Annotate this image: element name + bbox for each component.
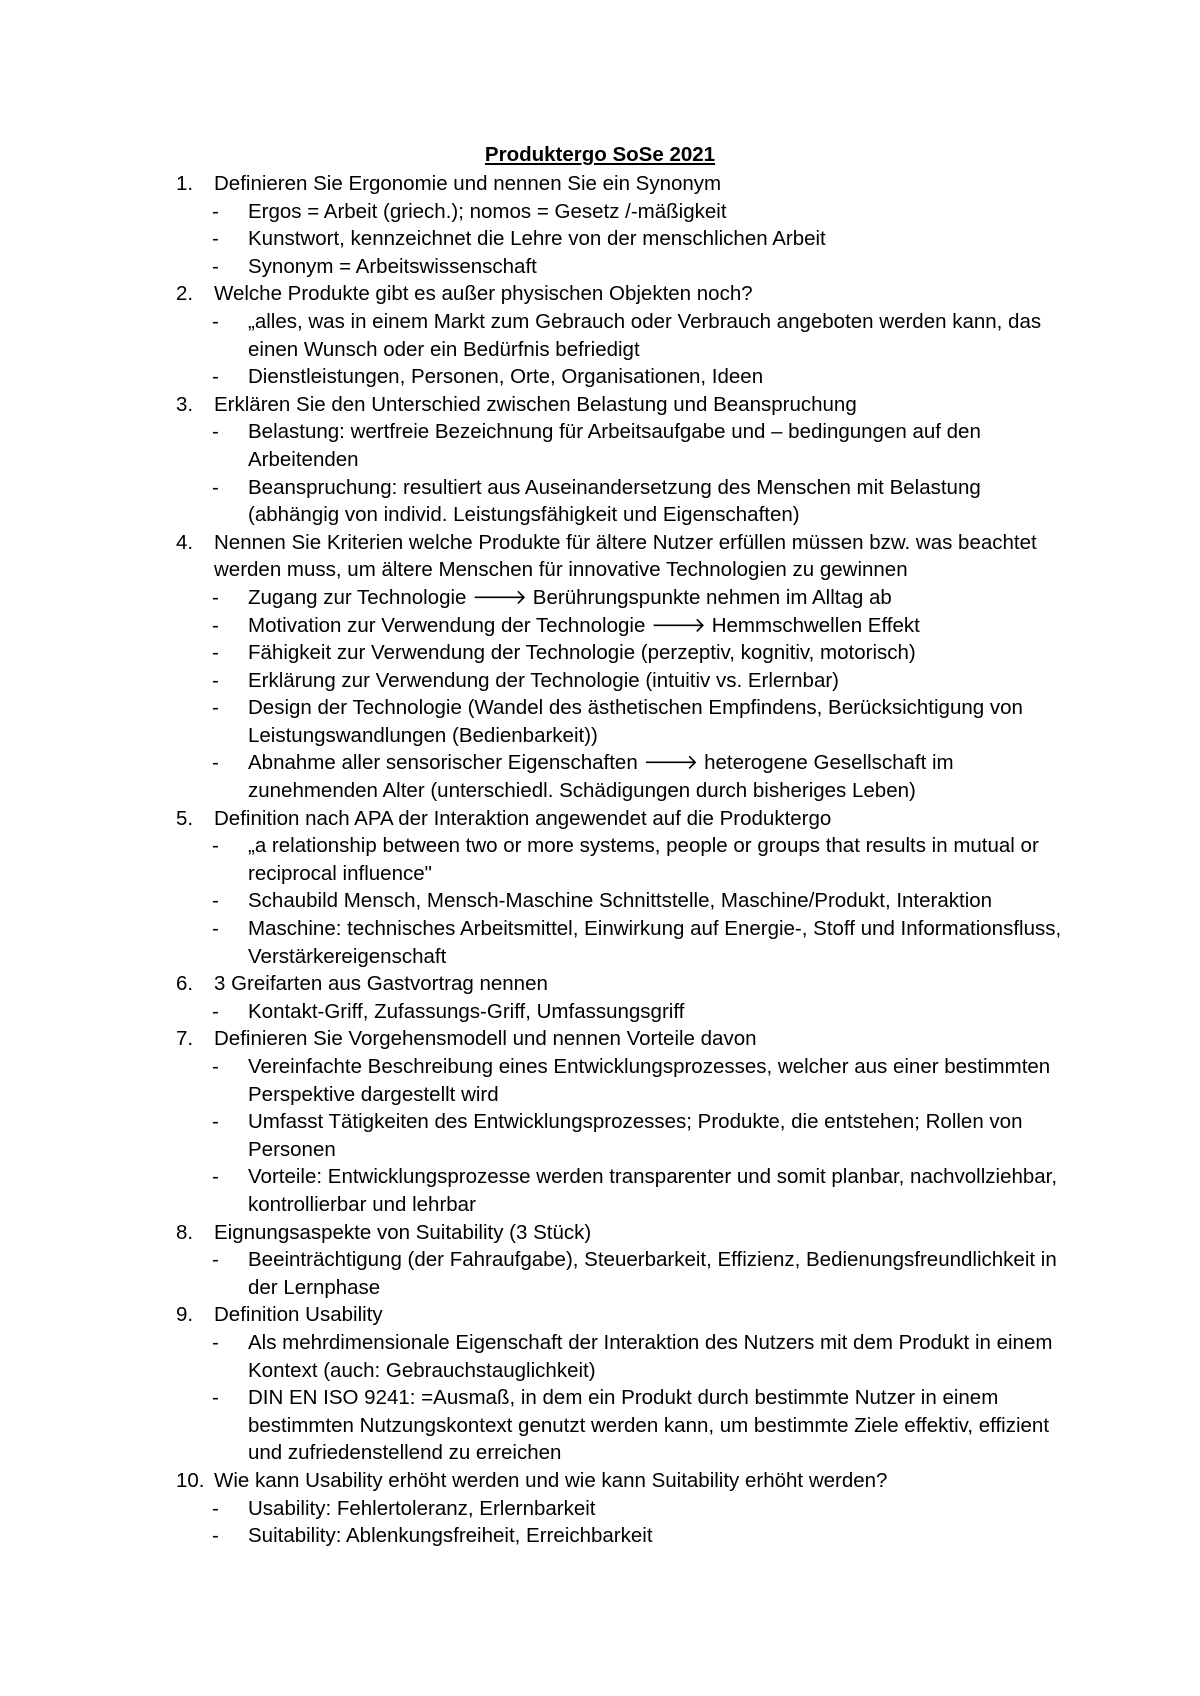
answer-item xyxy=(176,749,1076,804)
answer-text: Als mehrdimensionale Eigenschaft der Interaktion des Nutzers mit dem Produkt in einem Kontext (auch: Gebrauchstauglichkeit) xyxy=(248,1330,1053,1382)
answer-bullet: - xyxy=(212,420,219,444)
answer-text: Fähigkeit zur Verwendung der Technologie (perzeptiv, kognitiv, motorisch) xyxy=(248,641,916,665)
answer-bullet: - xyxy=(212,309,219,333)
answer-text: Beeinträchtigung (der Fahraufgabe), Steuerbarkeit, Effizienz, Bedienungsfreundlichkeit in der Lernphase xyxy=(248,1248,1057,1299)
question-item xyxy=(176,170,1076,280)
answer-bullet: - xyxy=(212,1165,219,1189)
answer-text: Kunstwort, kennzeichnet die Lehre von der menschlichen Arbeit xyxy=(248,227,826,251)
answer-text: Synonym = Arbeitswissenschaft xyxy=(248,254,537,278)
answer-text: Suitability: Ablenkungsfreiheit, Erreichbarkeit xyxy=(248,1524,653,1548)
question-text: Nennen Sie Kriterien welche Produkte für ältere Nutzer erfüllen müssen bzw. was beachtet werden muss, um ältere Menschen für innovative Technologien zu gewinnen xyxy=(214,530,1037,582)
question-line xyxy=(176,391,1076,419)
answer-bullet: - xyxy=(212,668,219,692)
question-text: Eignungsaspekte von Suitability (3 Stück) xyxy=(214,1220,592,1244)
answer-bullet: - xyxy=(212,1496,219,1520)
question-item xyxy=(176,1025,1076,1218)
answer-bullet: - xyxy=(212,1248,219,1272)
answer-item xyxy=(176,474,1076,529)
answer-text: Erklärung zur Verwendung der Technologie (intuitiv vs. Erlernbar) xyxy=(248,668,840,692)
question-line xyxy=(176,970,1076,998)
question-text: Definieren Sie Ergonomie und nennen Sie ein Synonym xyxy=(214,172,722,195)
answer-text: Vereinfachte Beschreibung eines Entwicklungsprozesses, welcher aus einer bestimmten Perspektive dargestellt wird xyxy=(248,1055,1051,1106)
answer-item xyxy=(176,694,1076,749)
answer-text: Umfasst Tätigkeiten des Entwicklungsprozesses; Produkte, die entstehen; Rollen von Personen xyxy=(248,1110,1023,1161)
question-line xyxy=(176,1467,1076,1495)
answer-text: Schaubild Mensch, Mensch-Maschine Schnittstelle, Maschine/Produkt, Interaktion xyxy=(248,889,993,913)
answer-bullet: - xyxy=(212,751,219,775)
question-line xyxy=(176,170,1076,198)
question-line xyxy=(176,1219,1076,1247)
question-item xyxy=(176,391,1076,529)
question-line xyxy=(176,1025,1076,1053)
question-number: 8. xyxy=(176,1220,194,1244)
question-item xyxy=(176,970,1076,1025)
question-number: 3. xyxy=(176,392,194,416)
question-item xyxy=(176,1301,1076,1467)
answer-bullet: - xyxy=(212,641,219,665)
question-text: Welche Produkte gibt es außer physischen Objekten noch? xyxy=(214,282,753,306)
answer-text: Motivation zur Verwendung der Technologie 🡒 Hemmschwellen Effekt xyxy=(248,613,920,637)
answer-text: Beanspruchung: resultiert aus Auseinandersetzung des Menschen mit Belastung (abhängig von individ. Leistungsfähigkeit und Eigenschaften) xyxy=(248,475,981,527)
answer-item xyxy=(176,198,1076,226)
answer-item xyxy=(176,418,1076,473)
question-number: 5. xyxy=(176,806,194,830)
answer-item xyxy=(176,1384,1076,1467)
answer-item xyxy=(176,1329,1076,1384)
answer-item xyxy=(176,584,1076,612)
question-text: Definition Usability xyxy=(214,1303,383,1327)
answer-text: Design der Technologie (Wandel des ästhetischen Empfindens, Berücksichtigung von Leistungswandlungen (Bedienbarkeit)) xyxy=(248,696,1023,747)
question-list xyxy=(176,170,1076,1550)
answer-item xyxy=(176,639,1076,667)
answer-bullet: - xyxy=(212,365,219,389)
answer-item xyxy=(176,998,1076,1026)
answer-bullet: - xyxy=(212,1330,219,1354)
answer-text: Ergos = Arbeit (griech.); nomos = Gesetz /-mäßigkeit xyxy=(248,199,727,223)
answer-item xyxy=(176,253,1076,281)
answer-item xyxy=(176,915,1076,970)
answer-item xyxy=(176,1495,1076,1523)
question-number: 4. xyxy=(176,530,194,554)
answer-text: „alles, was in einem Markt zum Gebrauch oder Verbrauch angeboten werden kann, das einen Wunsch oder ein Bedürfnis befriedigt xyxy=(248,309,1042,361)
question-line xyxy=(176,529,1076,584)
answer-item xyxy=(176,1522,1076,1550)
answer-bullet: - xyxy=(212,613,219,637)
answer-item xyxy=(176,887,1076,915)
answer-item xyxy=(176,1108,1076,1163)
answer-bullet: - xyxy=(212,917,219,941)
answer-bullet: - xyxy=(212,1055,219,1078)
answer-text: Abnahme aller sensorischer Eigenschaften 🡒 heterogene Gesellschaft im zunehmenden Alter (unterschiedl. Schädigungen durch bisheriges Leben) xyxy=(248,751,954,803)
answer-text: „a relationship between two or more systems, people or groups that results in mutual or reciprocal influence" xyxy=(248,834,1039,885)
question-text: Definition nach APA der Interaktion angewendet auf die Produktergo xyxy=(214,806,832,830)
answer-item xyxy=(176,363,1076,391)
answer-item xyxy=(176,832,1076,887)
answer-bullet: - xyxy=(212,1386,219,1410)
answer-item xyxy=(176,1246,1076,1301)
answer-text: Vorteile: Entwicklungsprozesse werden transparenter und somit planbar, nachvollziehbar, kontrollierbar und lehrbar xyxy=(248,1165,1058,1216)
answer-bullet: - xyxy=(212,834,219,858)
question-number: 2. xyxy=(176,282,194,306)
answer-bullet: - xyxy=(212,1524,219,1548)
answer-bullet: - xyxy=(212,199,219,223)
question-text: 3 Greifarten aus Gastvortrag nennen xyxy=(214,972,548,996)
answer-item xyxy=(176,1053,1076,1108)
answer-bullet: - xyxy=(212,889,219,913)
answer-text: Belastung: wertfreie Bezeichnung für Arbeitsaufgabe und – bedingungen auf den Arbeitenden xyxy=(248,420,981,471)
answer-text: Usability: Fehlertoleranz, Erlernbarkeit xyxy=(248,1496,596,1520)
answer-item xyxy=(176,612,1076,640)
answer-item xyxy=(176,667,1076,695)
question-line xyxy=(176,1301,1076,1329)
answer-item xyxy=(176,225,1076,253)
question-item xyxy=(176,805,1076,971)
question-item xyxy=(176,1219,1076,1302)
question-item xyxy=(176,280,1076,390)
answer-item xyxy=(176,1163,1076,1218)
answer-text: Dienstleistungen, Personen, Orte, Organisationen, Ideen xyxy=(248,365,764,389)
question-number: 6. xyxy=(176,972,194,996)
question-line xyxy=(176,805,1076,833)
answer-text: Zugang zur Technologie 🡒 Berührungspunkte nehmen im Alltag ab xyxy=(248,585,892,609)
question-number: 10. xyxy=(176,1468,205,1492)
answer-bullet: - xyxy=(212,227,219,251)
question-line xyxy=(176,280,1076,308)
answer-bullet: - xyxy=(212,696,219,720)
question-text: Wie kann Usability erhöht werden und wie kann Suitability erhöht werden? xyxy=(214,1468,888,1492)
answer-bullet: - xyxy=(212,475,219,499)
question-number: 9. xyxy=(176,1303,194,1327)
answer-text: Kontakt-Griff, Zufassungs-Griff, Umfassungsgriff xyxy=(248,999,685,1023)
document-title: Produktergo SoSe 2021 xyxy=(484,143,716,166)
answer-text: DIN EN ISO 9241: =Ausmaß, in dem ein Produkt durch bestimmte Nutzer in einem bestimmten Nutzungskontext genutzt werden kann, um bestimmte Ziele effektiv, effizient und zufriedenstellend zu erreichen xyxy=(248,1386,1050,1465)
question-number: 7. xyxy=(176,1027,194,1051)
answer-item xyxy=(176,308,1076,363)
question-item xyxy=(176,529,1076,805)
answer-bullet: - xyxy=(212,999,219,1023)
question-item xyxy=(176,1467,1076,1550)
question-text: Erklären Sie den Unterschied zwischen Belastung und Beanspruchung xyxy=(214,392,857,416)
question-number: 1. xyxy=(176,172,194,195)
answer-bullet: - xyxy=(212,1110,219,1134)
answer-bullet: - xyxy=(212,585,219,609)
question-text: Definieren Sie Vorgehensmodell und nennen Vorteile davon xyxy=(214,1027,757,1051)
answer-bullet: - xyxy=(212,254,219,278)
answer-text: Maschine: technisches Arbeitsmittel, Einwirkung auf Energie-, Stoff und Informationsfluss, Verstärkereigenschaft xyxy=(248,917,1062,968)
